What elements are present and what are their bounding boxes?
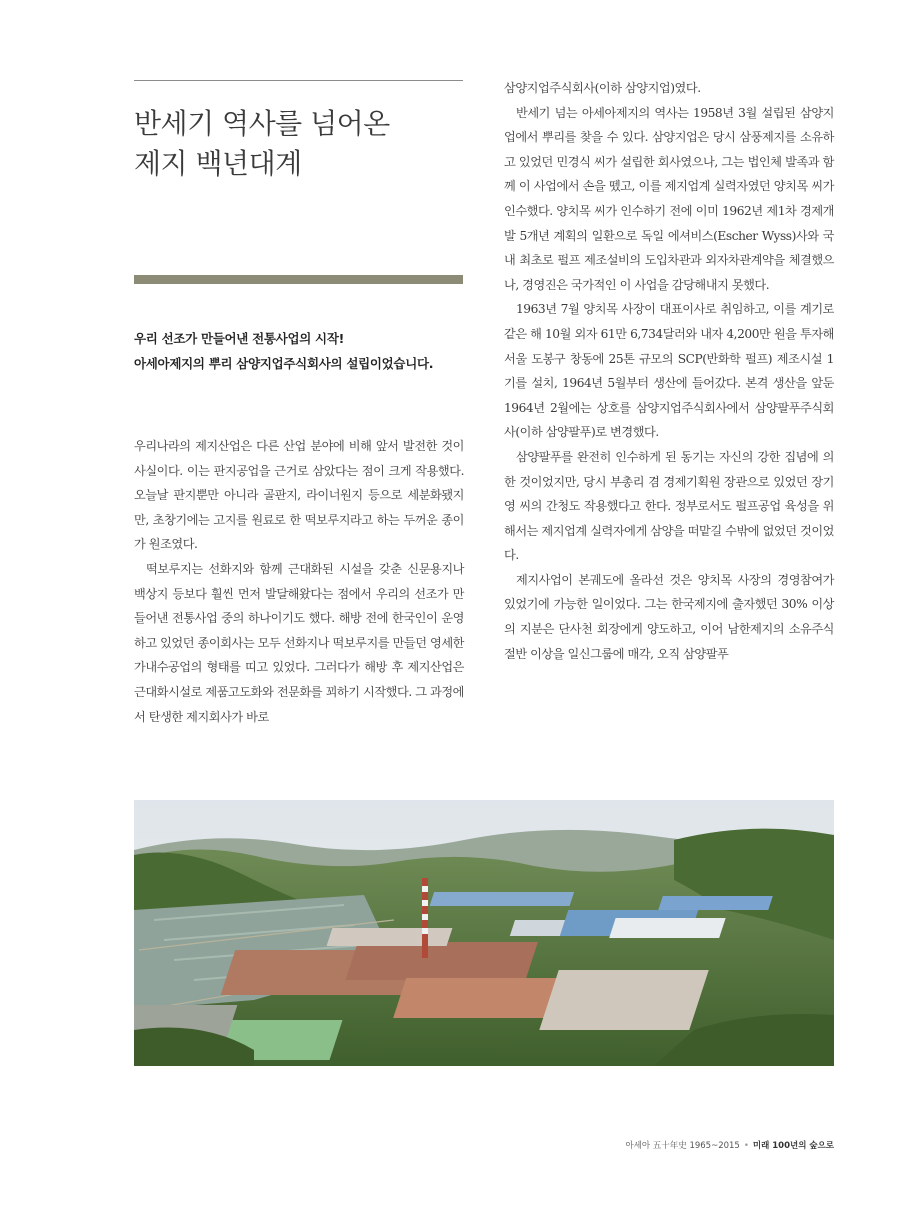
subheading-line-2: 아세아제지의 뿌리 삼양지업주식회사의 설립이었습니다. bbox=[134, 356, 434, 371]
title-line-2: 제지 백년대계 bbox=[134, 147, 302, 180]
top-rule bbox=[134, 80, 463, 81]
page-footer bbox=[600, 1139, 834, 1151]
section-divider-bar bbox=[134, 275, 463, 284]
right-paragraph-3: 1963년 7월 양치목 사장이 대표이사로 취임하고, 이를 계기로 같은 해 10월 외자 61만 6,734달러와 내자 4,200만 원을 투자해 서울 도봉구 창동에 25톤 규모의 SCP(반화학 펄프) 제조시설 1기를 설치, 1964년 5월부터 생산에 들어갔다. 본격 생산을 앞둔 1964년 2월에는 상호를 삼양지업주식회사에서 삼양팔푸주식회사(이하 삼양팔푸)로 변경했다. bbox=[504, 302, 834, 440]
subheading bbox=[134, 326, 474, 376]
title-line-1: 반세기 역사를 넘어온 bbox=[134, 107, 390, 140]
right-paragraph-4: 삼양팔푸를 완전히 인수하게 된 동기는 자신의 강한 집념에 의한 것이었지만, 당시 부총리 겸 경제기획원 장관으로 있었던 장기영 씨의 간청도 작용했다고 한다. 정부로서도 펄프공업 육성을 위해서는 제지업계 실력자에게 삼양을 떠맡길 수밖에 없었던 것이었다. bbox=[504, 449, 834, 563]
right-column bbox=[504, 76, 834, 666]
right-paragraph-2: 반세기 넘는 아세아제지의 역사는 1958년 3월 설립된 삼양지업에서 뿌리를 찾을 수 있다. 삼양지업은 당시 삼풍제지를 소유하고 있었던 민경식 씨가 설립한 회사였으나, 그는 법인체 발족과 함께 이 사업에서 손을 뗐고, 이를 제지업계 실력자였던 양치목 씨가 인수했다. 양치목 씨가 인수하기 전에 이미 1962년 제1차 경제개발 5개년 계획의 일환으로 독일 에셔비스(Escher Wyss)사와 국내 최초로 펄프 제조설비의 도입차관과 외자차관계약을 체결했으나, 경영진은 국가적인 이 사업을 감당해내지 못했다. bbox=[504, 105, 834, 292]
aerial-factory-photo bbox=[134, 800, 834, 1066]
footer-chapter-title: 미래 100년의 숲으로 bbox=[752, 1141, 834, 1151]
right-paragraph-1: 삼양지업주식회사(이하 삼양지업)였다. bbox=[504, 81, 701, 95]
subheading-line-1: 우리 선조가 만들어낸 전통사업의 시작! bbox=[134, 331, 345, 346]
footer-separator: • bbox=[743, 1141, 749, 1151]
right-paragraph-5: 제지사업이 본궤도에 올라선 것은 양치목 사장의 경영참여가 있었기에 가능한 일이었다. 그는 한국제지에 출자했던 30% 이상의 지분은 단사천 회장에게 양도하고, 이어 남한제지의 소유주식 절반 이상을 일신그룹에 매각, 오직 삼양팔푸 bbox=[504, 572, 834, 661]
footer-book-title: 아세아 五十年史 1965~2015 bbox=[625, 1141, 740, 1151]
left-paragraph-1: 우리나라의 제지산업은 다른 산업 분야에 비해 앞서 발전한 것이 사실이다. 이는 판지공업을 근거로 삼았다는 점이 크게 작용했다. 오늘날 판지뿐만 아니라 골판지, 라이너원지 등으로 세분화됐지만, 초창기에는 고지를 원료로 한 떡보루지라고 하는 두꺼운 종이가 원조였다. bbox=[134, 439, 464, 552]
page-title bbox=[134, 104, 464, 184]
left-paragraph-2: 떡보루지는 선화지와 함께 근대화된 시설을 갖춘 신문용지나 백상지 등보다 훨씬 먼저 발달해왔다는 점에서 우리의 선조가 만들어낸 전통사업 중의 하나이기도 했다. 해방 전에 한국인이 운영하고 있었던 종이회사는 모두 선화지나 떡보루지를 만들던 영세한 가내수공업의 형태를 띠고 있었다. 그러다가 해방 후 제지산업은 근대화시설로 제품고도화와 전문화를 꾀하기 시작했다. 그 과정에서 탄생한 제지회사가 바로 bbox=[134, 561, 464, 724]
left-column bbox=[134, 434, 464, 729]
